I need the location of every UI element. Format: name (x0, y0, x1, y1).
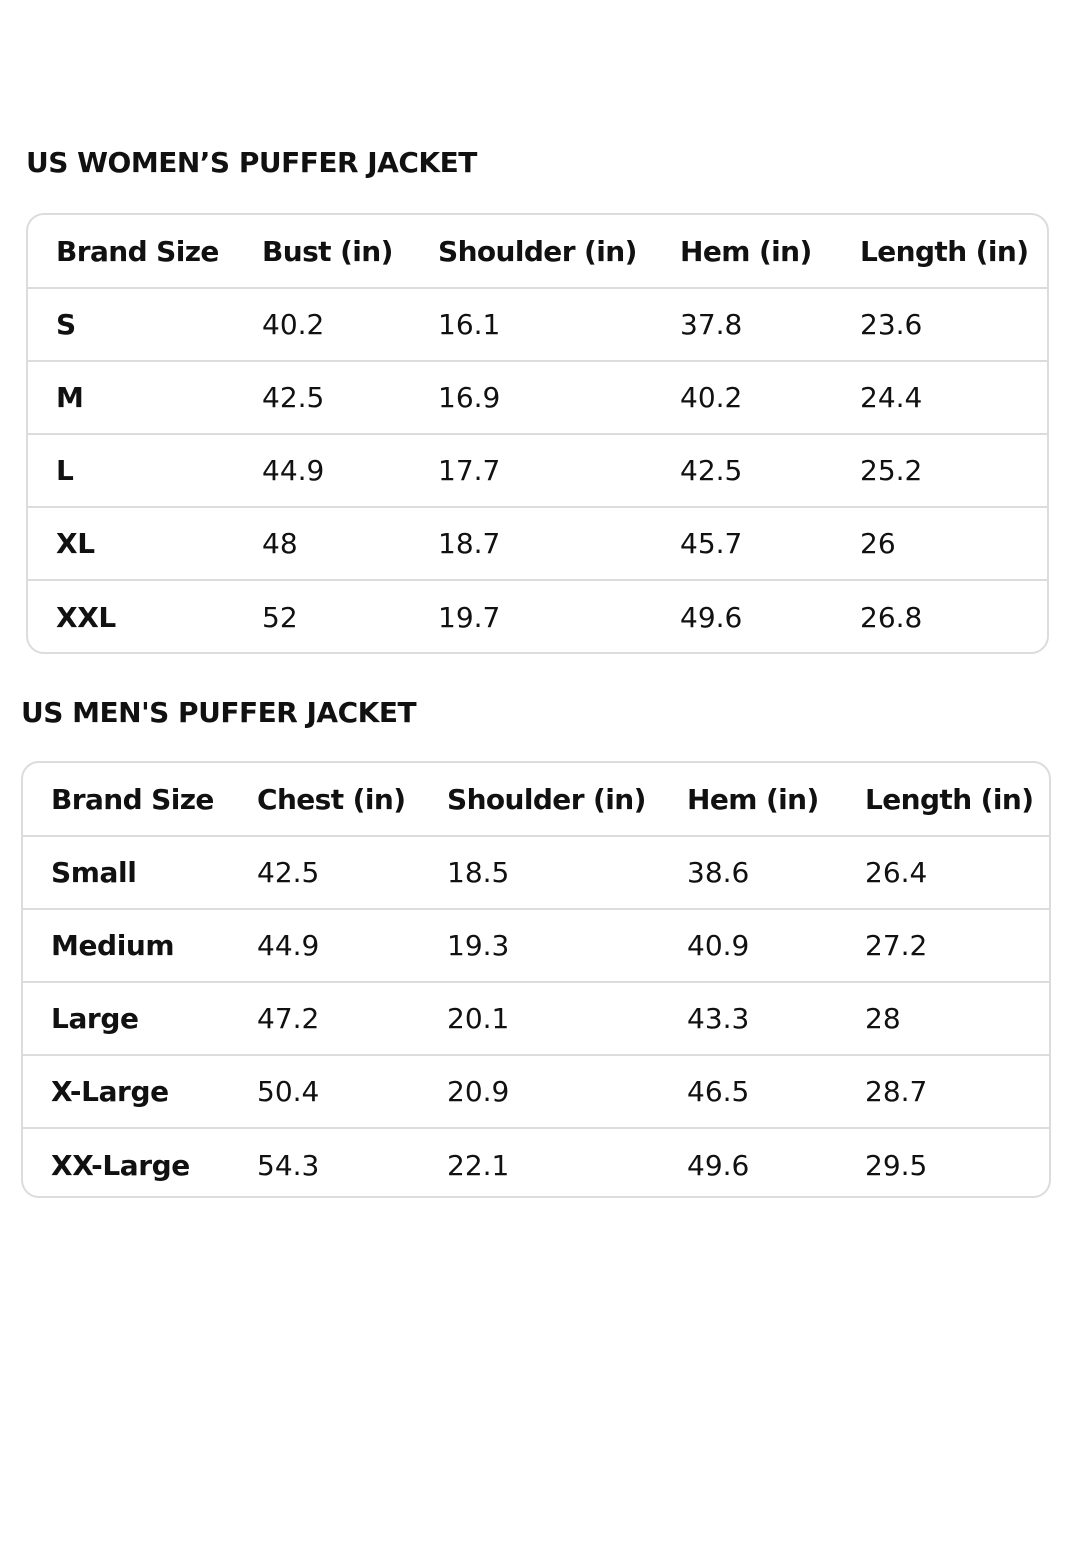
measurement-cell: 46.5 (687, 1055, 865, 1128)
measurement-cell: 48 (262, 507, 438, 580)
table-row (23, 836, 1049, 909)
measurement-cell: 40.9 (687, 909, 865, 982)
column-header: Hem (in) (680, 234, 812, 268)
measurement-cell: 52 (262, 580, 438, 653)
measurement-cell: 16.9 (438, 361, 680, 434)
measurement-cell: 42.5 (257, 836, 447, 909)
mens-section-title: US MEN'S PUFFER JACKET (21, 696, 417, 729)
column-header: Hem (in) (687, 782, 819, 816)
measurement-cell: 16.1 (438, 288, 680, 361)
measurement-cell: 25.2 (860, 434, 1047, 507)
table-header-row (23, 763, 1049, 836)
mens-size-table (23, 763, 1049, 1198)
table-row (23, 1128, 1049, 1198)
measurement-cell: 26 (860, 507, 1047, 580)
table-row (23, 909, 1049, 982)
measurement-cell: 18.7 (438, 507, 680, 580)
measurement-cell: 49.6 (680, 580, 860, 653)
measurement-cell: 42.5 (262, 361, 438, 434)
size-label-cell: Large (23, 982, 257, 1055)
size-label-cell: XXL (28, 580, 262, 653)
mens-size-chart (21, 761, 1051, 1198)
table-row (28, 361, 1047, 434)
measurement-cell: 38.6 (687, 836, 865, 909)
measurement-cell: 40.2 (262, 288, 438, 361)
womens-size-chart (26, 213, 1049, 654)
column-header: Brand Size (51, 782, 214, 816)
column-header: Shoulder (in) (438, 234, 637, 268)
measurement-cell: 29.5 (865, 1128, 1049, 1198)
size-label-cell: L (28, 434, 262, 507)
measurement-cell: 26.4 (865, 836, 1049, 909)
measurement-cell: 28.7 (865, 1055, 1049, 1128)
table-row (23, 982, 1049, 1055)
table-row (28, 288, 1047, 361)
table-row (23, 1055, 1049, 1128)
size-label-cell: XL (28, 507, 262, 580)
measurement-cell: 49.6 (687, 1128, 865, 1198)
measurement-cell: 18.5 (447, 836, 687, 909)
table-row (28, 434, 1047, 507)
measurement-cell: 20.9 (447, 1055, 687, 1128)
size-label-cell: S (28, 288, 262, 361)
table-header-row (28, 215, 1047, 288)
column-header: Bust (in) (262, 234, 393, 268)
measurement-cell: 40.2 (680, 361, 860, 434)
size-label-cell: XX-Large (23, 1128, 257, 1198)
measurement-cell: 19.3 (447, 909, 687, 982)
womens-size-table (28, 215, 1047, 653)
size-label-cell: Small (23, 836, 257, 909)
column-header: Shoulder (in) (447, 782, 646, 816)
table-row (28, 580, 1047, 653)
measurement-cell: 28 (865, 982, 1049, 1055)
measurement-cell: 37.8 (680, 288, 860, 361)
measurement-cell: 42.5 (680, 434, 860, 507)
size-label-cell: Medium (23, 909, 257, 982)
measurement-cell: 19.7 (438, 580, 680, 653)
measurement-cell: 20.1 (447, 982, 687, 1055)
measurement-cell: 23.6 (860, 288, 1047, 361)
measurement-cell: 26.8 (860, 580, 1047, 653)
measurement-cell: 44.9 (262, 434, 438, 507)
measurement-cell: 47.2 (257, 982, 447, 1055)
table-row (28, 507, 1047, 580)
measurement-cell: 54.3 (257, 1128, 447, 1198)
column-header: Chest (in) (257, 782, 406, 816)
measurement-cell: 24.4 (860, 361, 1047, 434)
column-header: Length (in) (860, 234, 1029, 268)
measurement-cell: 50.4 (257, 1055, 447, 1128)
measurement-cell: 27.2 (865, 909, 1049, 982)
measurement-cell: 17.7 (438, 434, 680, 507)
size-label-cell: X-Large (23, 1055, 257, 1128)
measurement-cell: 43.3 (687, 982, 865, 1055)
measurement-cell: 45.7 (680, 507, 860, 580)
measurement-cell: 22.1 (447, 1128, 687, 1198)
womens-section-title: US WOMEN’S PUFFER JACKET (26, 146, 477, 179)
column-header: Brand Size (56, 234, 219, 268)
size-label-cell: M (28, 361, 262, 434)
column-header: Length (in) (865, 782, 1034, 816)
measurement-cell: 44.9 (257, 909, 447, 982)
